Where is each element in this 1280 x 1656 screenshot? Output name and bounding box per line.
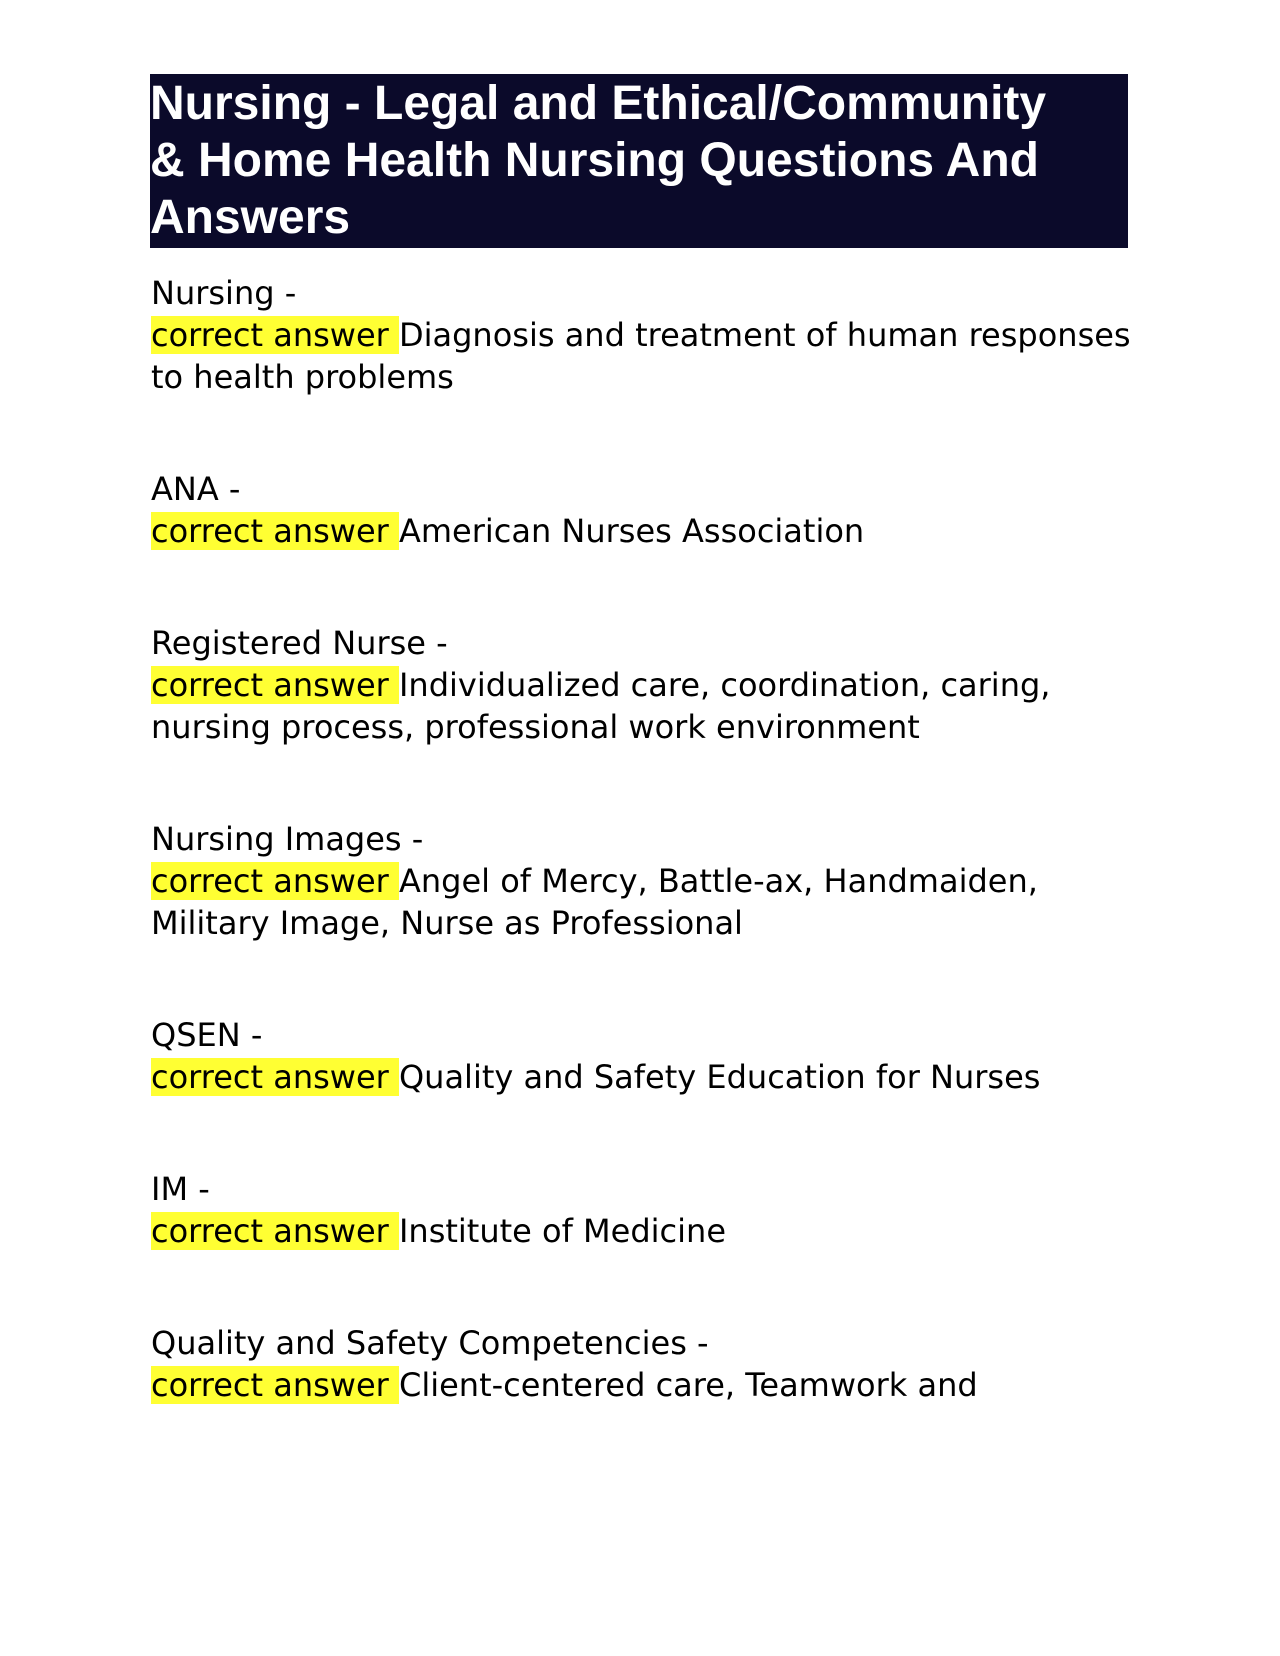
answer-text: American Nurses Association bbox=[398, 512, 865, 550]
document-title bbox=[150, 75, 1128, 246]
correct-answer-highlight: correct answer bbox=[151, 666, 399, 704]
qa-entry bbox=[151, 1014, 1151, 1098]
answer-text: Angel of Mercy, Battle-ax, Handmaiden, Military Image, Nurse as Professional bbox=[151, 862, 1038, 942]
answer-text: Institute of Medicine bbox=[398, 1212, 726, 1250]
qa-entry bbox=[151, 468, 1151, 552]
answer-text: Diagnosis and treatment of human responses to health problems bbox=[151, 316, 1131, 396]
question-term: QSEN - bbox=[151, 1016, 263, 1054]
qa-entry bbox=[151, 622, 1151, 748]
qa-entry bbox=[151, 1168, 1151, 1252]
title-line-1: Nursing - Legal and Ethical/Community bbox=[150, 77, 1047, 130]
question-term: ANA - bbox=[151, 470, 241, 508]
qa-entry bbox=[151, 818, 1151, 944]
correct-answer-highlight: correct answer bbox=[151, 316, 399, 354]
title-banner bbox=[150, 74, 1128, 248]
qa-list bbox=[151, 272, 1151, 1406]
answer-text: Quality and Safety Education for Nurses bbox=[398, 1058, 1041, 1096]
question-term: Registered Nurse - bbox=[151, 624, 448, 662]
question-term: Quality and Safety Competencies - bbox=[151, 1324, 709, 1362]
question-term: Nursing - bbox=[151, 274, 297, 312]
correct-answer-highlight: correct answer bbox=[151, 862, 399, 900]
correct-answer-highlight: correct answer bbox=[151, 512, 399, 550]
qa-entry bbox=[151, 1322, 1151, 1406]
correct-answer-highlight: correct answer bbox=[151, 1058, 399, 1096]
answer-text: Client-centered care, Teamwork and bbox=[398, 1366, 978, 1404]
title-line-3: Answers bbox=[150, 191, 351, 244]
question-term: Nursing Images - bbox=[151, 820, 424, 858]
title-line-2: & Home Health Nursing Questions And bbox=[150, 134, 1039, 187]
question-term: IM - bbox=[151, 1170, 210, 1208]
answer-text: Individualized care, coordination, caring, nursing process, professional work environment bbox=[151, 666, 1051, 746]
correct-answer-highlight: correct answer bbox=[151, 1366, 399, 1404]
qa-entry bbox=[151, 272, 1151, 398]
correct-answer-highlight: correct answer bbox=[151, 1212, 399, 1250]
